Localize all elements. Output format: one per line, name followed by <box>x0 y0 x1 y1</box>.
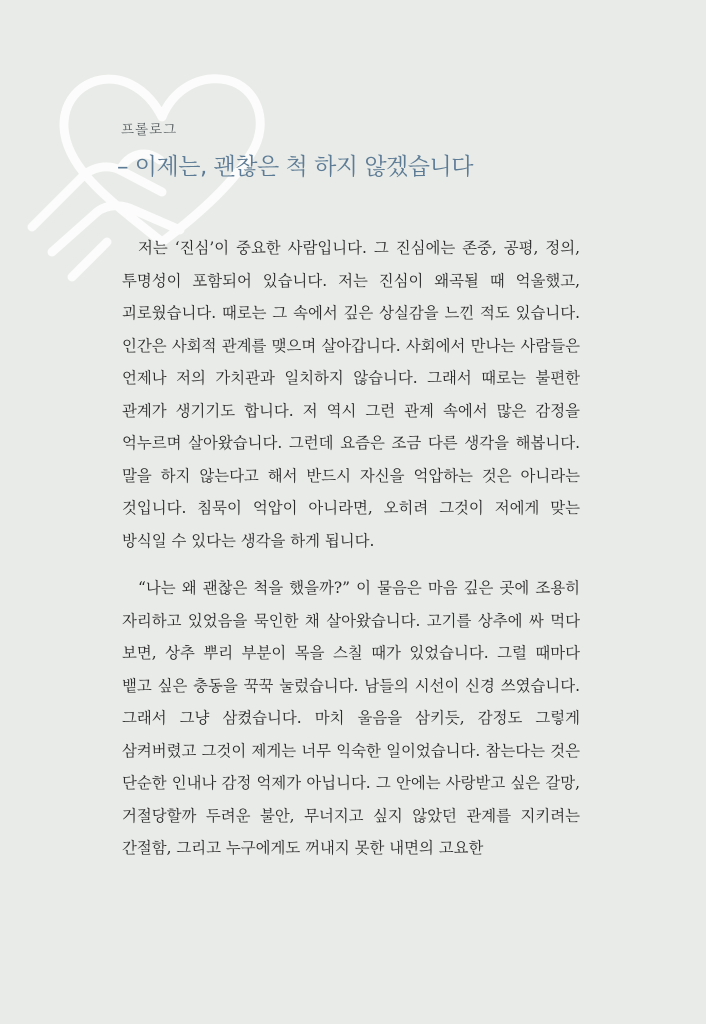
chapter-label: 프롤로그 <box>121 122 178 138</box>
body-paragraph: 저는 ‘진심’이 중요한 사람입니다. 그 진심에는 존중, 공평, 정의, 투명성이 포함되어 있습니다. 저는 진심이 왜곡될 때 억울했고, 괴로웠습니다. 때로는 그 속에서 깊은 상실감을 느낀 적도 있습니다. 인간은 사회적 관계를 맺으며 살아갑니다. 사회에서 만나는 사람들은 언제나 저의 가치관과 일치하지 않습니다. 그래서 때로는 불편한 관계가 생기기도 합니다. 저 역시 그런 관계 속에서 많은 감정을 억누르며 살아왔습니다. 그런데 요즘은 조금 다른 생각을 해봅니다. 말을 하지 않는다고 해서 반드시 자신을 억압하는 것은 아니라는 것입니다. 침묵이 억압이 아니라면, 오히려 그것이 저에게 맞는 방식일 수 있다는 생각을 하게 됩니다. <box>122 239 580 550</box>
body-paragraph: “나는 왜 괜찮은 척을 했을까?” 이 물음은 마음 깊은 곳에 조용히 자리하고 있었음을 묵인한 채 살아왔습니다. 고기를 상추에 싸 먹다 보면, 상추 뿌리 부분이 목을 스칠 때가 있었습니다. 그럴 때마다 뱉고 싶은 충동을 꾹꾹 눌렀습니다. 남들의 시선이 신경 쓰였습니다. 그래서 그냥 삼켰습니다. 마치 울음을 삼키듯, 감정도 그렇게 삼켜버렸고 그것이 제게는 너무 익숙한 일이었습니다. 참는다는 것은 단순한 인내나 감정 억제가 아닙니다. 그 안에는 사랑받고 싶은 갈망, 거절당할까 두려운 불안, 무너지고 싶지 않았던 관계를 지키려는 간절함, 그리고 누구에게도 꺼내지 못한 내면의 고요한 <box>122 579 580 857</box>
chapter-title: – 이제는, 괜찮은 척 하지 않겠습니다 <box>117 154 473 180</box>
